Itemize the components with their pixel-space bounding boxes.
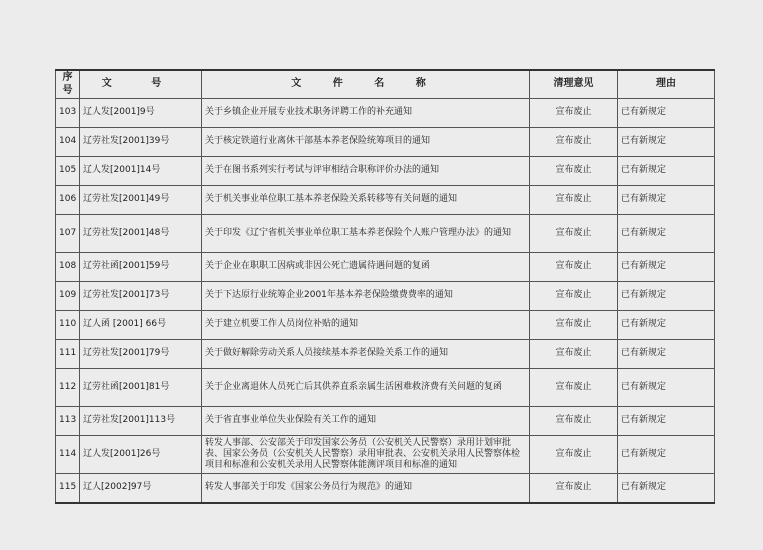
cell-name: 关于企业离退休人员死亡后其供养直系亲属生活困难救济费有关问题的复函 xyxy=(202,369,530,407)
cell-reason: 已有新规定 xyxy=(618,340,715,369)
header-opinion: 清理意见 xyxy=(530,70,618,99)
cell-reason: 已有新规定 xyxy=(618,253,715,282)
cell-opinion: 宣布废止 xyxy=(530,407,618,436)
cell-opinion: 宣布废止 xyxy=(530,282,618,311)
cell-docno: 辽劳社发[2001]39号 xyxy=(80,128,202,157)
cell-opinion: 宣布废止 xyxy=(530,436,618,474)
cell-opinion: 宣布废止 xyxy=(530,474,618,504)
cell-docno: 辽劳社函[2001]59号 xyxy=(80,253,202,282)
cell-docno: 辽人发[2001]14号 xyxy=(80,157,202,186)
table-row xyxy=(56,436,715,474)
cell-seq: 107 xyxy=(56,215,80,253)
cell-seq: 104 xyxy=(56,128,80,157)
table-row xyxy=(56,474,715,504)
cell-reason: 已有新规定 xyxy=(618,407,715,436)
header-docno: 文 号 xyxy=(80,70,202,99)
cell-docno: 辽劳社发[2001]113号 xyxy=(80,407,202,436)
cell-seq: 103 xyxy=(56,99,80,128)
cell-name: 转发人事部关于印发《国家公务员行为规范》的通知 xyxy=(202,474,530,504)
table-row xyxy=(56,340,715,369)
table-row xyxy=(56,215,715,253)
cell-docno: 辽劳社发[2001]48号 xyxy=(80,215,202,253)
cell-reason: 已有新规定 xyxy=(618,474,715,504)
table-row xyxy=(56,157,715,186)
table-row xyxy=(56,186,715,215)
cell-name: 关于做好解除劳动关系人员接续基本养老保险关系工作的通知 xyxy=(202,340,530,369)
cell-reason: 已有新规定 xyxy=(618,186,715,215)
cell-seq: 109 xyxy=(56,282,80,311)
cell-name: 关于核定铁道行业离休干部基本养老保险统筹项目的通知 xyxy=(202,128,530,157)
cell-docno: 辽人[2002]97号 xyxy=(80,474,202,504)
cell-docno: 辽劳社发[2001]79号 xyxy=(80,340,202,369)
cell-reason: 已有新规定 xyxy=(618,311,715,340)
cell-seq: 108 xyxy=(56,253,80,282)
cell-reason: 已有新规定 xyxy=(618,282,715,311)
table-row xyxy=(56,369,715,407)
cell-reason: 已有新规定 xyxy=(618,215,715,253)
table-row xyxy=(56,311,715,340)
cell-opinion: 宣布废止 xyxy=(530,99,618,128)
cell-seq: 111 xyxy=(56,340,80,369)
cell-name: 关于印发《辽宁省机关事业单位职工基本养老保险个人账户管理办法》的通知 xyxy=(202,215,530,253)
cell-reason: 已有新规定 xyxy=(618,436,715,474)
cell-opinion: 宣布废止 xyxy=(530,128,618,157)
cell-docno: 辽劳社函[2001]81号 xyxy=(80,369,202,407)
cell-name: 转发人事部、公安部关于印发国家公务员（公安机关人民警察）录用计划审批表、国家公务员（公安机关人民警察）录用审批表、公安机关录用人民警察体检项目和标准和公安机关录用人民警察体能测评项目和标准的通知 xyxy=(202,436,530,474)
cell-opinion: 宣布废止 xyxy=(530,369,618,407)
table-header-row xyxy=(56,70,715,99)
header-name: 文 件 名 称 xyxy=(202,70,530,99)
cell-name: 关于机关事业单位职工基本养老保险关系转移等有关问题的通知 xyxy=(202,186,530,215)
cell-name: 关于企业在职职工因病或非因公死亡遗属待遇问题的复函 xyxy=(202,253,530,282)
cell-seq: 112 xyxy=(56,369,80,407)
cell-seq: 114 xyxy=(56,436,80,474)
header-seq: 序号 xyxy=(56,70,80,99)
cell-name: 关于乡镇企业开展专业技术职务评聘工作的补充通知 xyxy=(202,99,530,128)
cell-name: 关于建立机要工作人员岗位补贴的通知 xyxy=(202,311,530,340)
cell-name: 关于下达原行业统筹企业2001年基本养老保险缴费费率的通知 xyxy=(202,282,530,311)
cell-reason: 已有新规定 xyxy=(618,369,715,407)
header-reason: 理由 xyxy=(618,70,715,99)
cell-seq: 115 xyxy=(56,474,80,504)
cell-seq: 105 xyxy=(56,157,80,186)
cell-opinion: 宣布废止 xyxy=(530,186,618,215)
cell-docno: 辽劳社发[2001]49号 xyxy=(80,186,202,215)
cell-docno: 辽人函 [2001] 66号 xyxy=(80,311,202,340)
cell-opinion: 宣布废止 xyxy=(530,311,618,340)
cell-reason: 已有新规定 xyxy=(618,99,715,128)
table-row xyxy=(56,282,715,311)
cell-seq: 113 xyxy=(56,407,80,436)
cell-name: 关于在图书系列实行考试与评审相结合职称评价办法的通知 xyxy=(202,157,530,186)
cell-docno: 辽劳社发[2001]73号 xyxy=(80,282,202,311)
cell-opinion: 宣布废止 xyxy=(530,157,618,186)
cell-seq: 106 xyxy=(56,186,80,215)
cell-docno: 辽人发[2001]9号 xyxy=(80,99,202,128)
cell-reason: 已有新规定 xyxy=(618,128,715,157)
cell-opinion: 宣布废止 xyxy=(530,340,618,369)
table-row xyxy=(56,99,715,128)
table-row xyxy=(56,128,715,157)
cell-docno: 辽人发[2001]26号 xyxy=(80,436,202,474)
table-row xyxy=(56,253,715,282)
table-row xyxy=(56,407,715,436)
regulation-table xyxy=(55,69,715,504)
cell-name: 关于省直事业单位失业保险有关工作的通知 xyxy=(202,407,530,436)
table-body xyxy=(56,99,715,504)
cell-opinion: 宣布废止 xyxy=(530,253,618,282)
cell-seq: 110 xyxy=(56,311,80,340)
cell-reason: 已有新规定 xyxy=(618,157,715,186)
cell-opinion: 宣布废止 xyxy=(530,215,618,253)
